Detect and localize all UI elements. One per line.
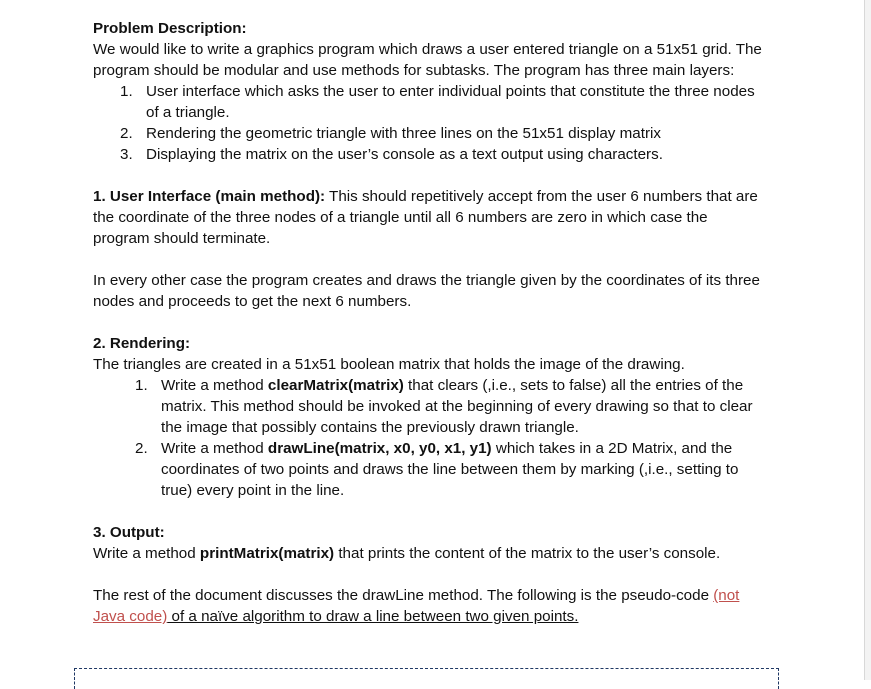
page-shadow [865, 0, 871, 680]
list-text: Displaying the matrix on the user’s console as a text output using characters. [146, 146, 663, 163]
ui-section-text: This should repetitively accept from the user 6 numbers that are the coordinate of the three nodes of a triangle until all 6 numbers are zero in which case the program should terminate. [93, 188, 758, 247]
closing-underlined: of a naïve algorithm to draw a line between two given points. [167, 608, 579, 625]
ui-section-paragraph [93, 186, 763, 249]
closing-paragraph: The rest of the document discusses the drawLine method. The following is the pseudo-code (not Java code) of a naïve algorithm to draw a line between two given points. [93, 587, 740, 625]
method-name: drawLine(matrix, x0, y0, x1, y1) [267, 440, 492, 457]
list-number: 2. [120, 125, 133, 142]
list-item [93, 144, 763, 165]
list-number: 2. [135, 440, 148, 457]
layers-list [93, 81, 763, 165]
list-text: User interface which asks the user to enter individual points that constitute the three nodes of a triangle. [146, 83, 755, 121]
list-number: 1. [120, 83, 133, 100]
rendering-heading: 2. Rendering: [93, 335, 191, 352]
not-java-note: (not Java code) [93, 587, 740, 625]
problem-heading: Problem Description: [93, 20, 247, 37]
list-item [93, 123, 763, 144]
rendering-intro: The triangles are created in a 51x51 boolean matrix that holds the image of the drawing. [93, 356, 685, 373]
output-paragraph: Write a method printMatrix(matrix) that prints the content of the matrix to the user’s console. [93, 545, 721, 562]
list-item: 1. Write a method clearMatrix(matrix) that clears (,i.e., sets to false) all the entries of the matrix. This method should be invoked at the beginning of every drawing so that to clear the image that possibly contains the previously drawn triangle. [135, 377, 753, 436]
document-body [93, 18, 763, 627]
ui-section-paragraph-2: In every other case the program creates and draws the triangle given by the coordinates of its three nodes and proceeds to get the next 6 numbers. [93, 272, 760, 310]
list-text: Rendering the geometric triangle with three lines on the 51x51 display matrix [146, 125, 661, 142]
problem-intro: We would like to write a graphics program which draws a user entered triangle on a 51x51 grid. The program should be modular and use methods for subtasks. The program has three main layers: [93, 41, 762, 79]
pseudo-code-box [74, 668, 779, 689]
method-name: clearMatrix(matrix) [267, 377, 404, 394]
list-item: 2. Write a method drawLine(matrix, x0, y0, x1, y1) which takes in a 2D Matrix, and the coordinates of two points and draws the line between them by marking (,i.e., setting to true) every point in the line. [135, 440, 739, 499]
rendering-list [93, 375, 763, 501]
method-name: printMatrix(matrix) [199, 545, 335, 562]
output-heading: 3. Output: [93, 524, 165, 541]
list-number: 1. [135, 377, 148, 394]
list-item [93, 81, 763, 123]
list-number: 3. [120, 146, 133, 163]
ui-section-heading: 1. User Interface (main method): [93, 188, 326, 205]
